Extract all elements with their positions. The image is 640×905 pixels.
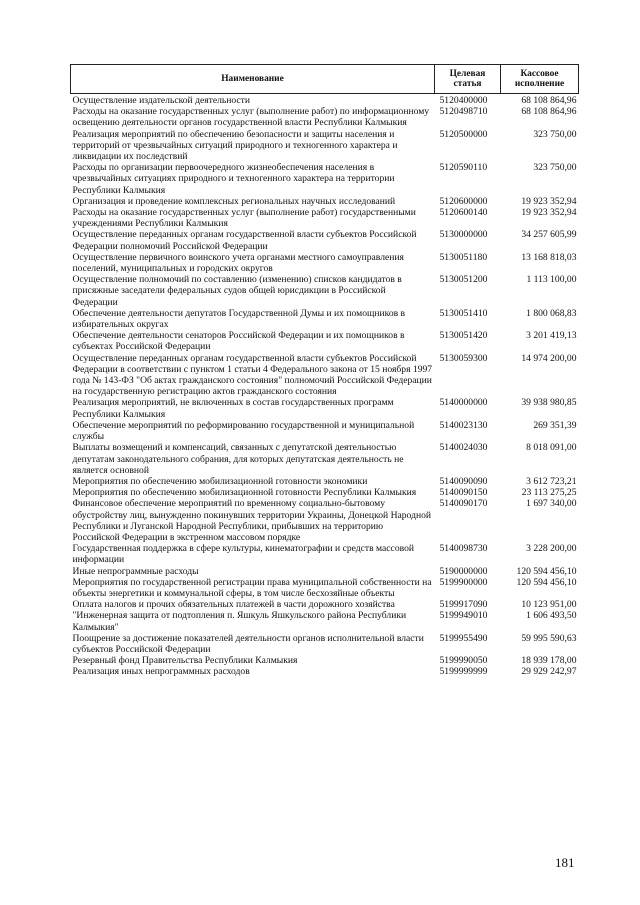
row-name: Мероприятия по государственной регистрации права муниципальной собственности на объекты энергетики и коммунальной сферы, в том числе бесхозяйные объекты [72,576,432,599]
row-code: 5199917090 [439,599,488,611]
row-name: Государственная поддержка в сфере культуры, кинематографии и средств массовой информации [72,543,415,566]
row-code: 5199999999 [439,666,488,678]
table-row [71,397,579,419]
row-amount: 19 923 352,94 [521,195,577,207]
row-code: 5199949010 [439,610,488,622]
row-code: 5140090090 [439,475,488,487]
row-amount: 3 201 419,13 [526,330,577,342]
table-row [71,655,579,666]
row-amount: 3 612 723,21 [526,475,577,487]
row-amount: 14 974 200,00 [521,352,577,364]
row-name: "Инженерная защита от подтопления п. Яшкуль Яшкульского района Республики Калмыкия" [72,610,407,633]
row-name: Поощрение за достижение показателей деятельности органов исполнительной власти субъектов Российской Федерации [72,632,424,655]
row-amount: 34 257 605,99 [521,229,577,241]
header-cash-execution: Кассовое исполнение [501,65,579,94]
table-row [71,442,579,476]
row-code: 5120600140 [439,207,488,219]
table-row [71,487,579,498]
row-amount: 120 594 456,10 [516,576,577,588]
row-amount: 19 923 352,94 [521,207,577,219]
row-name: Резервный фонд Правительства Республики Калмыкия [72,655,298,667]
table-row [71,252,579,274]
row-name: Реализация мероприятий, не включенных в состав государственных программ Республики Калмыкия [72,397,394,420]
table-row [71,229,579,251]
table-row [71,129,579,163]
row-amount: 68 108 864,96 [521,95,577,106]
table-row [71,599,579,610]
row-amount: 1 800 068,83 [526,307,577,319]
budget-table [70,64,579,678]
row-code: 5140024030 [439,442,488,454]
row-name: Расходы на оказание государственных услуг (выполнение работ) государственными учреждениями Республики Калмыкия [72,207,416,230]
table-row [71,353,579,398]
row-name: Мероприятия по обеспечению мобилизационной готовности Республики Калмыкия [72,487,417,499]
row-code: 5199955490 [439,632,488,644]
row-amount: 3 228 200,00 [526,543,577,555]
row-code: 5120590110 [439,162,488,174]
row-amount: 18 939 178,00 [521,655,577,667]
header-target-article: Целевая статья [435,65,501,94]
row-code: 5130051180 [439,251,488,263]
row-amount: 13 168 818,03 [521,251,577,263]
row-name: Мероприятия по обеспечению мобилизационной готовности экономики [72,475,368,487]
row-code: 5140023130 [439,419,488,431]
table-header-row [71,65,579,94]
row-amount: 10 123 951,00 [521,599,577,611]
row-name: Обеспечение деятельности депутатов Государственной Думы и их помощников в избирательных округах [72,307,406,331]
row-code: 5130051420 [439,330,488,342]
row-code: 5120500000 [439,128,488,140]
table-row [71,106,579,128]
row-code: 5199990050 [439,655,488,667]
table-row [71,543,579,565]
table-row [71,196,579,207]
row-amount: 1 113 100,00 [526,274,577,286]
row-code: 5130051200 [439,274,488,286]
row-code: 5120400000 [439,95,488,106]
row-name: Осуществление полномочий по составлению (изменению) списков кандидатов в присяжные заседатели федеральных судов общей юрисдикции в Российской Федерации [72,274,402,308]
row-code: 5120498710 [439,106,488,118]
row-name: Осуществление переданных органам государственной власти субъектов Российской Федерации полномочий Российской Федерации [72,229,417,252]
row-code: 5130059300 [439,352,488,364]
row-amount: 29 929 242,97 [521,666,577,678]
row-amount: 59 995 590,63 [521,632,577,644]
row-code: 5190000000 [439,565,488,577]
row-name: Иные непрограммные расходы [72,565,199,577]
row-amount: 39 938 980,85 [521,397,577,409]
table-row [71,666,579,677]
table-row [71,610,579,632]
table-row [71,274,579,308]
table-row [71,162,579,196]
row-amount: 8 018 091,00 [526,442,577,454]
row-amount: 323 750,00 [533,162,577,174]
table-row [71,330,579,352]
row-name: Обеспечение мероприятий по реформированию государственной и муниципальной службы [72,419,415,443]
header-name: Наименование [71,65,435,94]
row-amount: 1 606 493,50 [526,610,577,622]
row-code: 5140090150 [439,487,488,499]
row-code: 5130051410 [439,307,488,319]
row-name: Реализация мероприятий по обеспечению безопасности и защиты населения и территорий от чрезвычайных ситуаций природного и техногенного характера и ликвидации их последствий [72,128,398,163]
row-name: Осуществление переданных органам государственной власти субъектов Российской Федерации в соответствии с пунктом 1 статьи 4 Федерального закона от 15 ноября 1997 года № 143-ФЗ "Об актах гражданского состояния" полномочий Российской Федерации на государственную регистрацию актов гражданского состояния [72,352,433,398]
row-name: Расходы по организации первоочередного жизнеобеспечения населения в чрезвычайных ситуациях природного и техногенного характера на территории Республики Калмыкия [72,162,395,196]
table-row [71,633,579,655]
row-amount: 1 697 340,00 [526,498,577,510]
row-code: 5199900000 [439,576,488,588]
row-amount: 23 113 275,25 [521,487,577,499]
row-code: 5140000000 [439,397,488,409]
table-row [71,94,579,107]
row-code: 5140090170 [439,498,488,510]
row-name: Обеспечение деятельности сенаторов Российской Федерации и их помощников в субъектах Российской Федерации [72,330,405,353]
row-name: Реализация иных непрограммных расходов [72,666,250,678]
row-name: Финансовое обеспечение мероприятий по временному социально-бытовому обустройству лиц, вынужденно покинувших территории Украины, Донецкой Народной Республики и Луганской Народной Республики, прибывших на территорию Российской Федерации в экстренном массовом порядке [72,498,432,543]
row-amount: 120 594 456,10 [516,565,577,577]
row-amount: 323 750,00 [533,128,577,140]
row-name: Организация и проведение комплексных региональных научных исследований [72,195,396,207]
row-name: Выплаты возмещений и компенсаций, связанных с депутатской деятельностью депутатам законодательного собрания, для которых депутатская деятельность не является основной [72,442,404,476]
row-code: 5130000000 [439,229,488,241]
row-name: Оплата налогов и прочих обязательных платежей в части дорожного хозяйства [72,599,395,611]
table-body [71,94,579,678]
table-row [71,577,579,599]
row-code: 5140098730 [439,543,488,555]
table-row [71,207,579,229]
row-name: Расходы на оказание государственных услуг (выполнение работ) по информационному освещению деятельности органов государственной власти Республики Калмыкия [72,106,430,129]
row-amount: 68 108 864,96 [521,106,577,118]
table-row [71,476,579,487]
table-row [71,566,579,577]
page-number: 181 [555,855,575,870]
table-row [71,308,579,330]
row-amount: 269 351,39 [533,419,577,431]
row-code: 5120600000 [439,195,488,207]
table-row [71,498,579,543]
row-name: Осуществление первичного воинского учета органами местного самоуправления поселений, муниципальных и городских округов [72,251,404,275]
table-row [71,420,579,442]
row-name: Осуществление издательской деятельности [72,95,251,106]
